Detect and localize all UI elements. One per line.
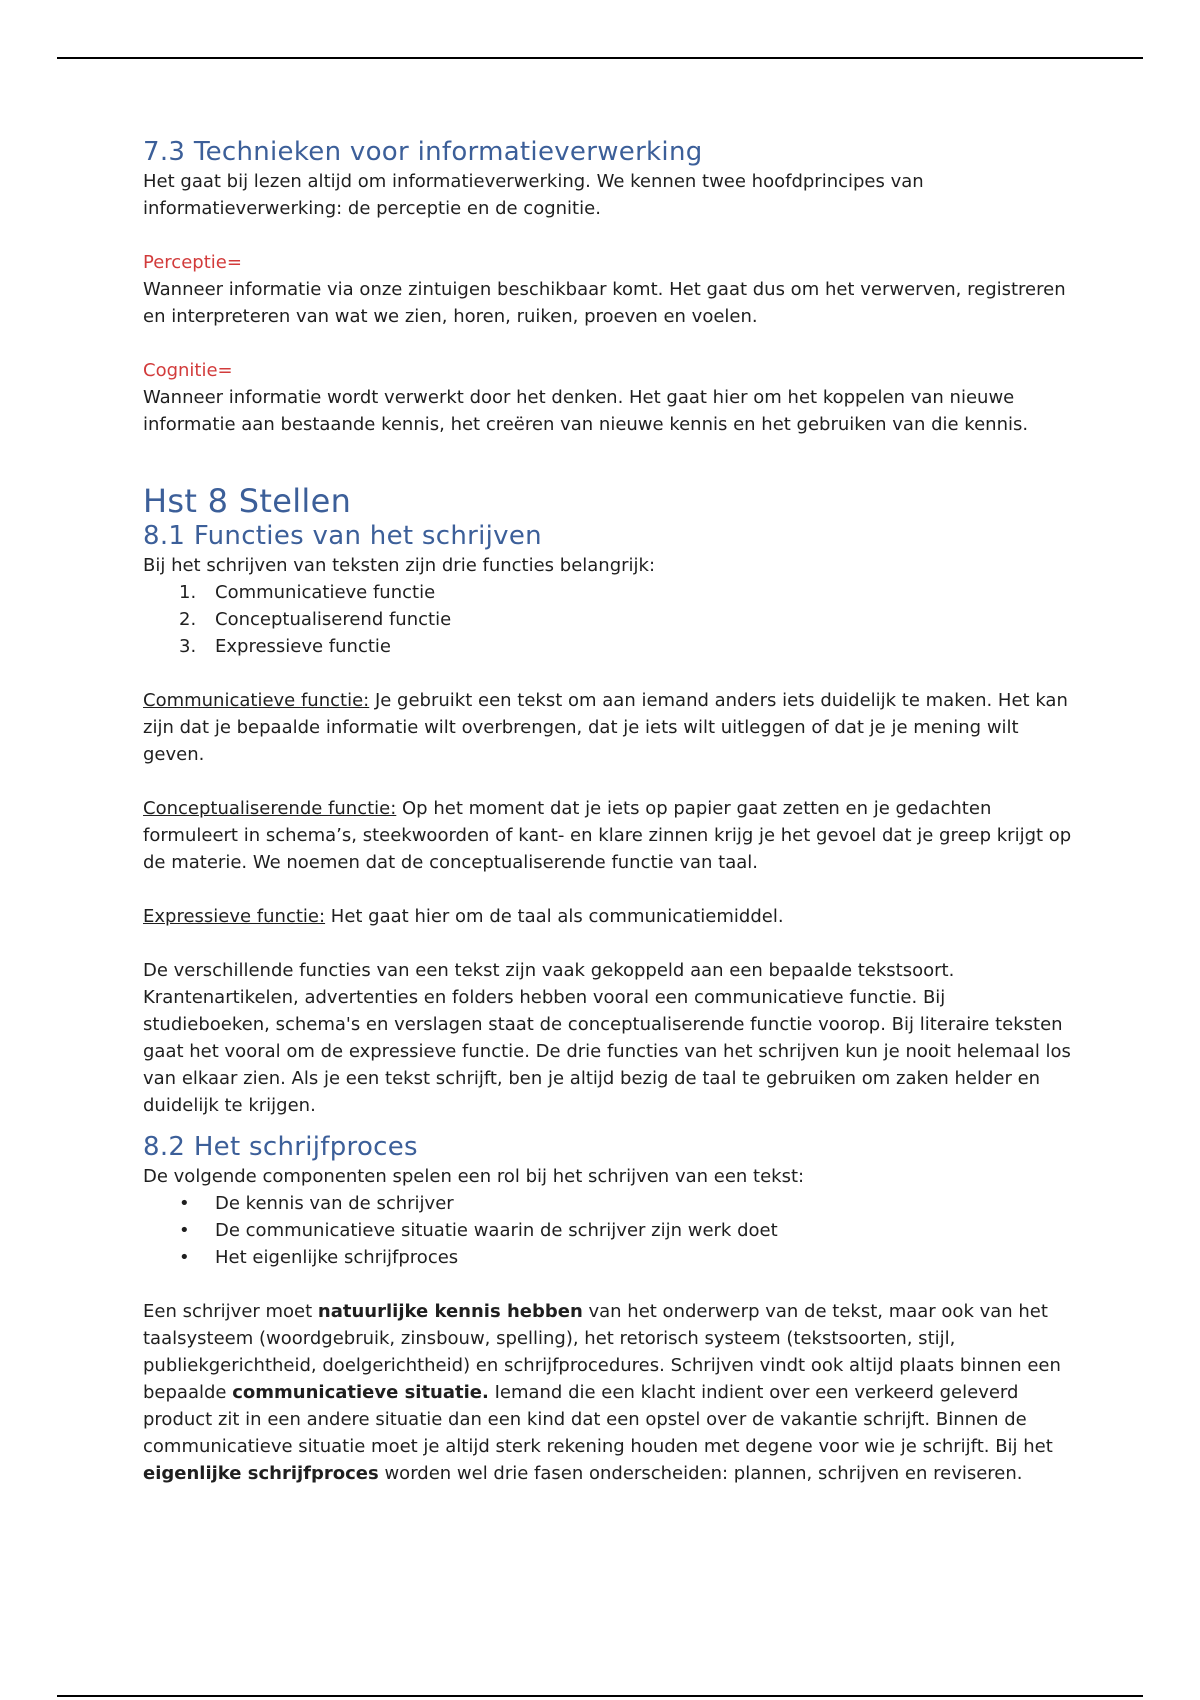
perceptie-label: Perceptie= <box>143 252 242 273</box>
conceptualiserende-functie-paragraph: Conceptualiserende functie: Op het moment dat je iets op papier gaat zetten en je gedachten formuleert in schema’s, steekwoorden of kant- en klare zinnen krijg je het gevoel dat je greep krijgt op de materie. We noemen dat de conceptualiserende functie van taal. <box>143 798 1072 873</box>
bottom-rule <box>57 1695 1143 1697</box>
list-item: 3. Expressieve functie <box>179 636 391 657</box>
section-8-2-heading: 8.2 Het schrijfproces <box>143 1132 418 1162</box>
schrijfproces-paragraph: Een schrijver moet natuurlijke kennis hebben van het onderwerp van de tekst, maar ook van het taalsysteem (woordgebruik, zinsbouw, spelling), het retorisch systeem (tekstsoorten, stijl, publiekgerichtheid, doelgerichtheid) en schrijfprocedures. Schrijven vindt ook altijd plaats binnen een bepaalde communicatieve situatie. Iemand die een klacht indient over een verkeerd geleverd product zit in een andere situatie dan een kind dat een opstel over de vakantie schrijft. Binnen de communicatieve situatie moet je altijd sterk rekening houden met degene voor wie je schrijft. Bij het eigenlijke schrijfproces worden wel drie fasen onderscheiden: plannen, schrijven en reviseren. <box>143 1301 1061 1484</box>
document-body <box>143 136 1073 1487</box>
functions-summary-paragraph: De verschillende functies van een tekst zijn vaak gekoppeld aan een bepaalde tekstsoort. Krantenartikelen, advertenties en folders hebben vooral een communicatieve functie. Bij studieboeken, schema's en verslagen staat de conceptualiserende functie voorop. Bij literaire teksten gaat het vooral om de expressieve functie. De drie functies van het schrijven kun je nooit helemaal los van elkaar zien. Als je een tekst schrijft, ben je altijd bezig de taal te gebruiken om zaken helder en duidelijk te krijgen. <box>143 960 1071 1116</box>
perceptie-text: Wanneer informatie via onze zintuigen beschikbaar komt. Het gaat dus om het verwerven, registreren en interpreteren van wat we zien, horen, ruiken, proeven en voelen. <box>143 279 1066 327</box>
section-8-2-intro: De volgende componenten spelen een rol bij het schrijven van een tekst: <box>143 1166 805 1187</box>
list-item: • Het eigenlijke schrijfproces <box>179 1247 459 1268</box>
list-item: 2. Conceptualiserend functie <box>179 609 452 630</box>
chapter-8-title: Hst 8 Stellen <box>143 482 352 520</box>
section-8-1-intro: Bij het schrijven van teksten zijn drie functies belangrijk: <box>143 555 656 576</box>
functions-list <box>143 579 1073 660</box>
top-rule <box>57 57 1143 59</box>
cognitie-label: Cognitie= <box>143 360 233 381</box>
communicatieve-functie-paragraph: Communicatieve functie: Je gebruikt een tekst om aan iemand anders iets duidelijk te maken. Het kan zijn dat je bepaalde informatie wilt overbrengen, dat je iets wilt uitleggen of dat je je mening wilt geven. <box>143 690 1068 765</box>
list-item: • De communicatieve situatie waarin de schrijver zijn werk doet <box>179 1220 778 1241</box>
components-list <box>143 1190 1073 1271</box>
section-8-1-heading: 8.1 Functies van het schrijven <box>143 521 542 551</box>
expressieve-functie-paragraph: Expressieve functie: Het gaat hier om de taal als communicatiemiddel. <box>143 906 784 927</box>
section-7-3-heading: 7.3 Technieken voor informatieverwerking <box>143 137 703 167</box>
cognitie-text: Wanneer informatie wordt verwerkt door het denken. Het gaat hier om het koppelen van nieuwe informatie aan bestaande kennis, het creëren van nieuwe kennis en het gebruiken van die kennis. <box>143 387 1029 435</box>
list-item: 1. Communicatieve functie <box>179 582 436 603</box>
section-7-3-intro: Het gaat bij lezen altijd om informatieverwerking. We kennen twee hoofdprincipes van informatieverwerking: de perceptie en de cognitie. <box>143 171 924 219</box>
list-item: • De kennis van de schrijver <box>179 1193 454 1214</box>
